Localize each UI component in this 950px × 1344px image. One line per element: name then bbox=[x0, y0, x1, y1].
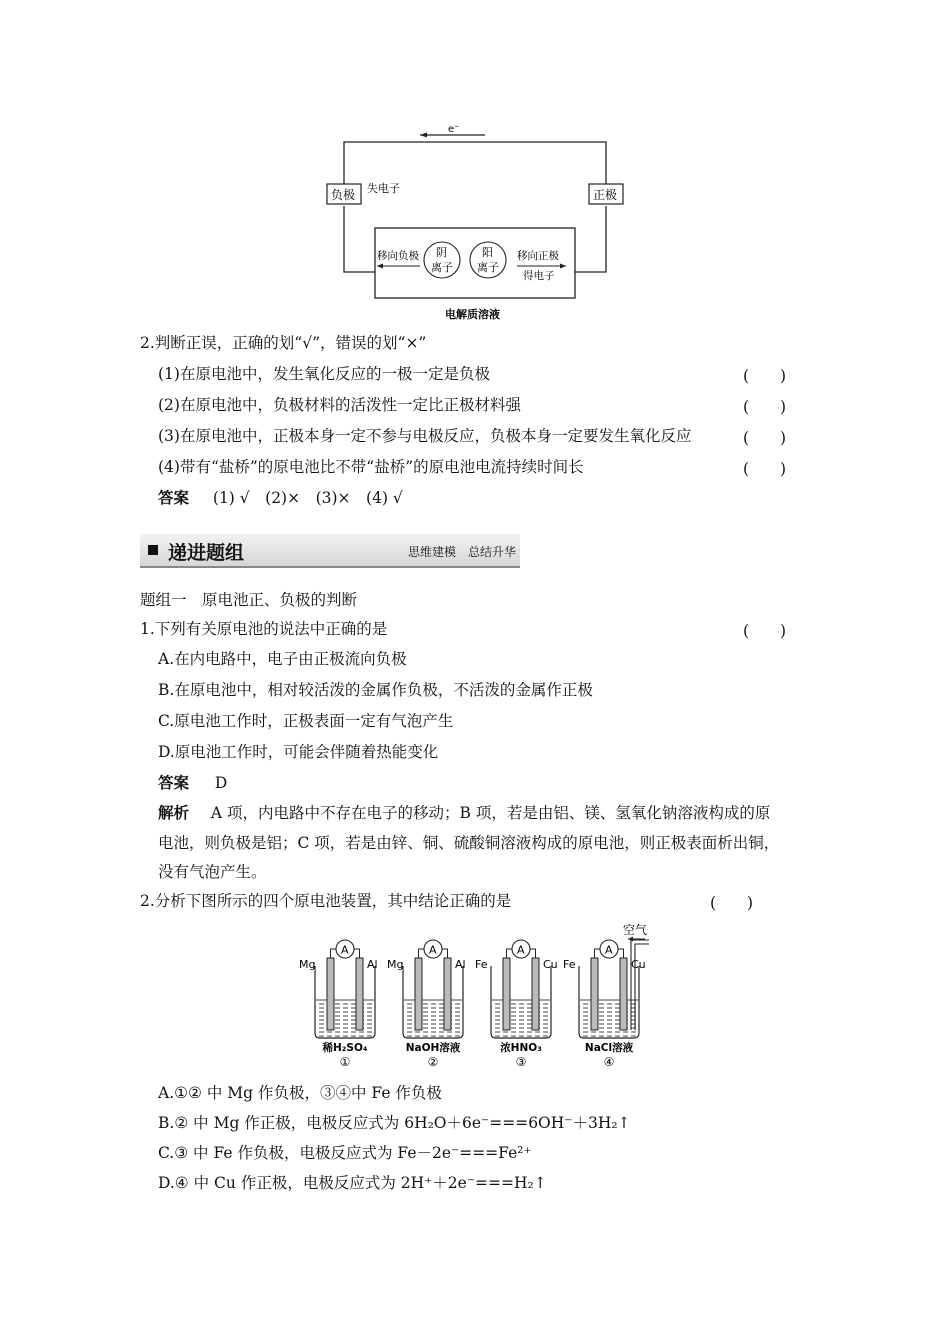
q2-option-b[interactable]: B.② 中 Mg 作正极，电极反应式为 6H₂O＋6e⁻===6OH⁻＋3H₂↑ bbox=[158, 1114, 631, 1132]
section-heading bbox=[140, 534, 520, 568]
ammeter-label: A bbox=[341, 943, 349, 957]
left-electrode-label: Fe bbox=[563, 958, 576, 971]
q2-option-c[interactable]: C.③ 中 Fe 作负极，电极反应式为 Fe－2e⁻===Fe²⁺ bbox=[158, 1144, 532, 1162]
left-electrode-label: Mg bbox=[387, 958, 404, 971]
cell-2 bbox=[387, 940, 466, 1069]
section-subtitle: 思维建模 总结升华 bbox=[407, 545, 516, 559]
electron-label: e⁻ bbox=[448, 124, 460, 135]
q1-answer bbox=[158, 773, 227, 793]
cell-number: ③ bbox=[515, 1055, 527, 1069]
left-electrode bbox=[327, 958, 334, 1030]
left-electrode bbox=[591, 958, 598, 1030]
anion-label-2: 离子 bbox=[431, 261, 453, 274]
q1-option-b[interactable]: B.在原电池中，相对较活泼的金属作负极，不活泼的金属作正极 bbox=[158, 681, 593, 699]
right-electrode bbox=[356, 958, 363, 1030]
group-title: 题组一 原电池正、负极的判断 bbox=[140, 591, 358, 609]
q1-analysis-label: 解析 bbox=[158, 803, 190, 822]
judge-item-3: (3)在原电池中，正极本身一定不参与电极反应，负极本身一定要发生氧化反应 bbox=[158, 427, 692, 445]
cation-label-2: 离子 bbox=[477, 261, 499, 274]
cell-principle-diagram bbox=[320, 118, 630, 328]
q1-option-c[interactable]: C.原电池工作时，正极表面一定有气泡产生 bbox=[158, 712, 454, 730]
judge-paren-2[interactable]: ( ) bbox=[743, 398, 787, 416]
section-title: 递进题组 bbox=[168, 542, 245, 564]
left-electrode bbox=[415, 958, 422, 1030]
right-electrode-label: Al bbox=[455, 958, 466, 971]
cell-1 bbox=[299, 940, 378, 1069]
electrolyte-liquid bbox=[316, 1000, 374, 1037]
square-bullet-icon bbox=[148, 545, 158, 555]
answer-label: 答案 bbox=[158, 488, 190, 507]
solution-label: NaOH溶液 bbox=[405, 1042, 461, 1054]
judge-paren-4[interactable]: ( ) bbox=[743, 460, 787, 478]
gain-electrons-label: 得电子 bbox=[523, 270, 555, 282]
judge-answer bbox=[158, 488, 403, 508]
positive-electrode-label: 正极 bbox=[593, 188, 618, 202]
air-label: 空气 bbox=[623, 923, 648, 937]
q1-analysis-text-1: A 项，内电路中不存在电子的移动；B 项，若是由铝、镁、氢氧化钠溶液构成的原 bbox=[210, 804, 771, 822]
right-electrode bbox=[532, 958, 539, 1030]
q1-answer-label: 答案 bbox=[158, 773, 190, 792]
to-positive-label: 移向正极 bbox=[517, 250, 559, 262]
q1-analysis-2: 电池，则负极是铝；C 项，若是由锌、铜、硫酸铜溶液构成的原电池，则正极表面析出铜， bbox=[158, 834, 780, 852]
judge-paren-1[interactable]: ( ) bbox=[743, 367, 787, 385]
to-negative-label: 移向负极 bbox=[377, 250, 419, 262]
solution-label: 稀H₂SO₄ bbox=[322, 1042, 368, 1054]
solution-label: NaCl溶液 bbox=[584, 1042, 634, 1054]
cell-number: ② bbox=[427, 1055, 439, 1069]
q1-paren[interactable]: ( ) bbox=[743, 622, 787, 640]
ammeter-label: A bbox=[429, 943, 437, 957]
right-electrode bbox=[620, 958, 627, 1030]
right-electrode-label: Al bbox=[367, 958, 378, 971]
negative-electrode-label: 负极 bbox=[331, 188, 356, 202]
cell-number: ① bbox=[339, 1055, 351, 1069]
q2-stem: 2.分析下图所示的四个原电池装置，其中结论正确的是 bbox=[140, 892, 512, 910]
ammeter-label: A bbox=[517, 943, 525, 957]
cation-label-1: 阳 bbox=[482, 246, 493, 259]
q1-option-d[interactable]: D.原电池工作时，可能会伴随着热能变化 bbox=[158, 743, 439, 761]
right-electrode-label: Cu bbox=[631, 958, 646, 971]
electrolyte-label: 电解质溶液 bbox=[445, 308, 500, 321]
left-electrode-label: Mg bbox=[299, 958, 316, 971]
left-electrode-label: Fe bbox=[475, 958, 488, 971]
ammeter-label: A bbox=[605, 943, 613, 957]
judge-item-1: (1)在原电池中，发生氧化反应的一极一定是负极 bbox=[158, 365, 490, 383]
cell-3 bbox=[475, 940, 558, 1069]
judge-item-4: (4)带有“盐桥”的原电池比不带“盐桥”的原电池电流持续时间长 bbox=[158, 458, 584, 476]
judge-item-2: (2)在原电池中，负极材料的活泼性一定比正极材料强 bbox=[158, 396, 521, 414]
cell-number: ④ bbox=[603, 1055, 615, 1069]
cell-4 bbox=[563, 940, 649, 1069]
q1-stem: 1.下列有关原电池的说法中正确的是 bbox=[140, 620, 388, 638]
right-electrode-label: Cu bbox=[543, 958, 558, 971]
judge-paren-3[interactable]: ( ) bbox=[743, 429, 787, 447]
q2-paren[interactable]: ( ) bbox=[710, 894, 754, 912]
judge-question-stem: 2.判断正误，正确的划“√”，错误的划“×” bbox=[140, 334, 427, 352]
lose-electrons-label: 失电子 bbox=[367, 182, 400, 195]
four-cells-diagram bbox=[295, 918, 655, 1073]
q2-option-d[interactable]: D.④ 中 Cu 作正极，电极反应式为 2H⁺＋2e⁻===H₂↑ bbox=[158, 1174, 547, 1192]
electrolyte-liquid bbox=[404, 1000, 462, 1037]
q1-answer-value: D bbox=[214, 774, 228, 792]
left-electrode bbox=[503, 958, 510, 1030]
q1-analysis-1 bbox=[158, 803, 770, 823]
q2-option-a[interactable]: A.①② 中 Mg 作负极，③④中 Fe 作负极 bbox=[158, 1084, 442, 1102]
right-electrode bbox=[444, 958, 451, 1030]
anion-label-1: 阴 bbox=[436, 246, 447, 259]
electrolyte-liquid bbox=[492, 1000, 550, 1037]
q1-option-a[interactable]: A.在内电路中，电子由正极流向负极 bbox=[158, 650, 407, 668]
q1-analysis-3: 没有气泡产生。 bbox=[158, 863, 267, 881]
electrolyte-liquid bbox=[580, 1000, 638, 1037]
solution-label: 浓HNO₃ bbox=[500, 1042, 542, 1054]
answer-text: (1) √ (2)× (3)× (4) √ bbox=[212, 489, 403, 507]
